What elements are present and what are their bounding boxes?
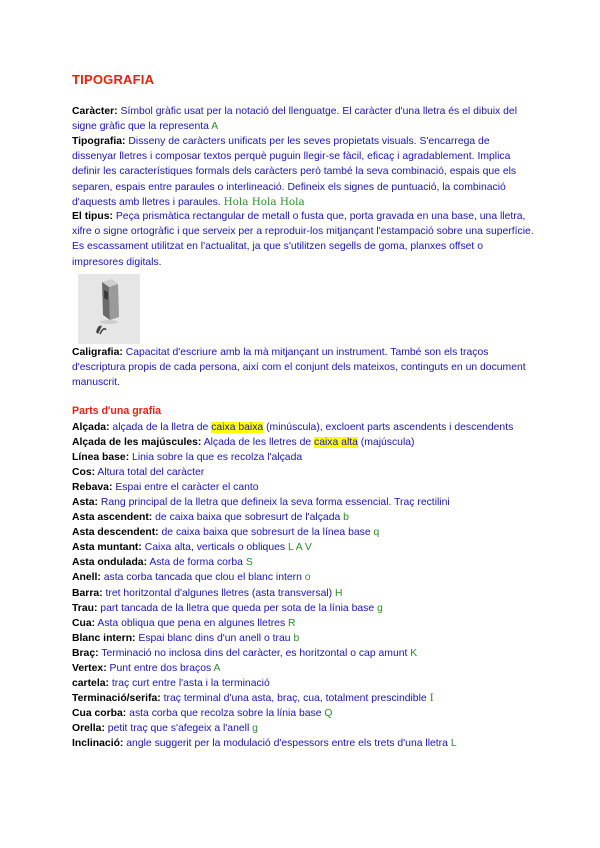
term-label: Alçada de les majúscules: [72, 437, 202, 449]
definition-text: Espai entre el caràcter el canto [112, 482, 259, 494]
definition-text: de caixa baixa que sobresurt de l'alçada [152, 512, 344, 524]
example-glyph: A [211, 121, 219, 133]
list-item [72, 495, 534, 510]
term-label: Orella: [72, 722, 105, 734]
example-text: Hola Hola Hola [223, 195, 305, 208]
section-title-parts: Parts d'una grafia [72, 405, 162, 417]
term-label: Caligrafia: [72, 347, 123, 358]
list-item [72, 661, 534, 676]
list-item [72, 480, 534, 495]
list-item [72, 616, 534, 631]
list-item [72, 525, 534, 540]
example-glyph: R [288, 617, 296, 629]
term-label: Inclinació: [72, 737, 124, 749]
definition-text: Punt entre dos braços [106, 662, 214, 674]
example-glyph: I [429, 691, 434, 704]
example-glyph: g [377, 602, 383, 614]
highlighted-text: caixa baixa [211, 422, 264, 433]
term-label: Blanc intern: [72, 632, 136, 644]
definition-text: part tancada de la lletra que queda per sota de la línia base [97, 602, 377, 614]
definition-text: traç terminal d'una asta, braç, cua, totalment prescindible [160, 692, 430, 704]
list-item [72, 646, 534, 661]
term-label: Terminació/serifa: [72, 692, 161, 704]
list-item [72, 676, 534, 691]
definition-tipografia [72, 134, 534, 210]
list-item [72, 706, 534, 721]
definition-text: asta corba que recolza sobre la línia base [126, 707, 325, 719]
list-item [72, 721, 534, 736]
definition-text: (minúscula), excloent parts ascendents i descendents [263, 422, 514, 433]
list-item [72, 601, 534, 616]
example-glyph: q [373, 527, 380, 539]
definition-text: Terminació no inclosa dins del caràcter, es horitzontal o cap amunt [98, 647, 411, 659]
list-item [72, 691, 534, 706]
definition-caligrafia [72, 345, 534, 391]
example-glyph: S [245, 557, 253, 569]
definition-text: traç curt entre l'asta i la terminació [108, 677, 270, 689]
term-label: Vertex: [72, 662, 107, 674]
term-label: Tipografia: [72, 136, 126, 147]
definition-text: de caixa baixa que sobresurt de la línea base [158, 527, 374, 539]
definition-text: Alçada de les lletres de [201, 437, 315, 449]
list-item [72, 510, 534, 525]
term-label: Asta descendent: [72, 527, 159, 539]
definition-text: Asta obliqua que pena en algunes lletres [95, 617, 289, 629]
example-glyph: g [252, 722, 258, 734]
definition-text: Asta de forma corba [147, 557, 246, 569]
example-glyph: b [343, 512, 349, 524]
example-glyph: b [293, 632, 300, 644]
definition-text: Caixa alta, verticals o obliques [141, 542, 288, 554]
term-label: Braç: [72, 647, 99, 659]
page-title: TIPOGRAFIA [72, 72, 155, 87]
example-glyph: L A V [287, 542, 312, 554]
term-label: Alçada: [72, 422, 110, 433]
term-label: Cua: [72, 617, 96, 629]
term-label: El tipus: [72, 211, 113, 222]
list-item [72, 555, 534, 570]
list-item [72, 570, 534, 585]
list-item [72, 435, 534, 450]
term-label: Asta: [72, 497, 98, 509]
term-label: Rebava: [72, 482, 113, 494]
definition-text: Rang principal de la lletra que defineix la seva forma essencial. Traç rectilini [97, 497, 450, 509]
definition-text: (majúscula) [357, 437, 415, 449]
term-label: Cos: [72, 467, 96, 479]
definition-caracter [72, 104, 534, 134]
highlighted-text: caixa alta [314, 437, 358, 449]
definition-text: Capacitat d'escriure amb la mà mitjançant un instrument. També son els traços d'escriptura propis de cada persona, així com el conjunt dels mateixos, continguts en un document manuscrit. [72, 347, 526, 389]
example-glyph: o [304, 572, 311, 584]
definition-text: Peça prismàtica rectangular de metall o fusta que, porta gravada en una base, una lletra, xifre o signe ortogràfic i que serveix per a reproduir-los mitjançant l'estampació sobre una superfície. Es escassament utilitzat en l'actualitat, ja que s'utilitzen segells de goma, planxes offset o impresores digitals. [72, 211, 534, 268]
term-label: Caràcter: [72, 106, 118, 117]
definition-text: petit traç que s'afegeix a l'anell [104, 722, 253, 734]
term-label: Trau: [72, 602, 98, 614]
example-glyph: H [335, 587, 343, 599]
definition-text: alçada de la lletra de [109, 422, 212, 433]
example-glyph: K [410, 647, 418, 659]
definition-text: Espai blanc dins d'un anell o trau [135, 632, 294, 644]
definition-text: tret horitzontal d'algunes lletres (asta transversal) [102, 587, 336, 599]
list-item [72, 450, 534, 465]
list-item [72, 420, 534, 435]
metal-type-image [78, 274, 140, 344]
parts-list [72, 420, 534, 751]
definition-text: Símbol gràfic usat per la notació del llenguatge. El caràcter d'una lletra és el dibuix del signe gràfic que la representa [72, 106, 518, 133]
definition-text: angle suggerit per la modulació d'espessors entre els trets d'una lletra [123, 737, 451, 749]
term-label: cartela: [72, 677, 109, 689]
example-glyph: A [213, 662, 221, 674]
list-item [72, 586, 534, 601]
term-label: Asta ascendent: [72, 512, 153, 524]
definition-text: Altura total del caràcter [95, 467, 205, 479]
list-item [72, 465, 534, 480]
definition-text: Disseny de caràcters unificats per les seves propietats visuals. S'encarrega de dissenyar lletres i composar textos perquè puguin llegir-se fàcil, eficaç i agradablement. Implica definir les característiques formals dels caràcters però també la seva combinació, espais que els separen, espais entre paraules o interlineació. Defineix els signes de puntuació, la combinació d'aquests amb lletres i paraules. [72, 136, 517, 208]
definition-text: Linia sobre la que es recolza l'alçada [129, 452, 303, 464]
list-item [72, 540, 534, 555]
list-item [72, 736, 534, 751]
metal-type-illustration [78, 274, 140, 344]
example-glyph: Q [324, 707, 333, 719]
term-label: Anell: [72, 572, 101, 584]
definition-text: asta corba tancada que clou el blanc intern [100, 572, 305, 584]
example-glyph: L [450, 737, 457, 749]
list-item [72, 631, 534, 646]
term-label: Línea base: [72, 452, 130, 464]
term-label: Asta ondulada: [72, 557, 148, 569]
definition-tipus [72, 209, 534, 270]
term-label: Barra: [72, 587, 103, 599]
term-label: Cua corba: [72, 707, 127, 719]
term-label: Asta muntant: [72, 542, 142, 554]
